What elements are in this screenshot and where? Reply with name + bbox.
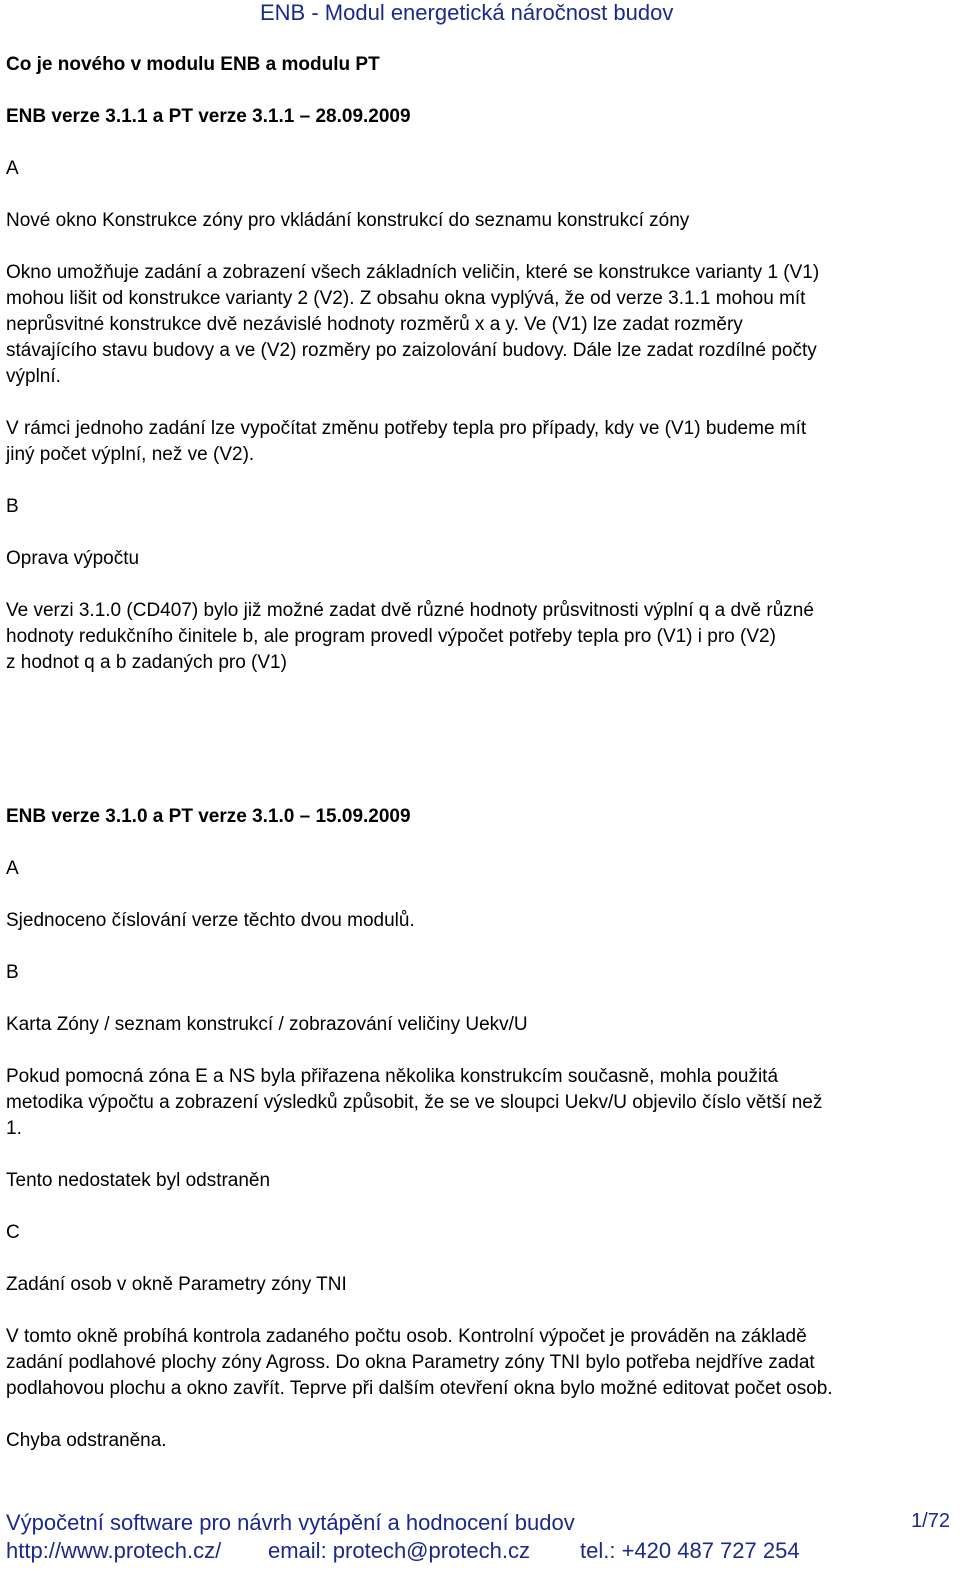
v310-section-b-label: B <box>6 962 19 983</box>
v311-b-paragraph-line: hodnoty redukčního činitele b, ale program provedl výpočet potřeby tepla pro (V1) i pro (V2) <box>6 626 776 647</box>
v311-b-paragraph-line: z hodnot q a b zadaných pro (V1) <box>6 652 287 673</box>
page-title: Co je nového v modulu ENB a modulu PT <box>6 54 380 75</box>
v310-section-c-title: Zadání osob v okně Parametry zóny TNI <box>6 1274 347 1295</box>
v311-a-paragraph1-line: výplní. <box>6 366 61 387</box>
v311-b-paragraph-line: Ve verzi 3.1.0 (CD407) bylo již možné zadat dvě různé hodnoty průsvitnosti výplní q a dvě různé <box>6 600 814 621</box>
v310-c-paragraph-line: zadání podlahové plochy zóny Agross. Do okna Parametry zóny TNI bylo potřeba nejdříve zadat <box>6 1352 815 1373</box>
v311-section-a-title: Nové okno Konstrukce zóny pro vkládání konstrukcí do seznamu konstrukcí zóny <box>6 210 690 231</box>
v311-section-a-label: A <box>6 158 19 179</box>
v310-b-paragraph-line: metodika výpočtu a zobrazení výsledků způsobit, že se ve sloupci Uekv/U objevilo číslo větší než <box>6 1092 823 1113</box>
footer-email-link[interactable]: email: protech@protech.cz <box>268 1538 531 1563</box>
v310-c-paragraph-line: podlahovou plochu a okno zavřít. Teprve při dalším otevření okna bylo možné editovat počet osob. <box>6 1378 833 1399</box>
v310-b-paragraph-line: 1. <box>6 1118 22 1139</box>
footer-contacts <box>6 1538 800 1564</box>
document-header-title: ENB - Modul energetická náročnost budov <box>260 0 674 25</box>
v311-section-b-label: B <box>6 496 19 517</box>
page-number: 1/72 <box>911 1510 950 1532</box>
v310-section-a-title: Sjednoceno číslování verze těchto dvou modulů. <box>6 910 415 931</box>
v310-b-paragraph-line: Pokud pomocná zóna E a NS byla přiřazena několika konstrukcím současně, mohla použitá <box>6 1066 779 1087</box>
v310-section-a-label: A <box>6 858 19 879</box>
footer-tagline: Výpočetní software pro návrh vytápění a hodnocení budov <box>6 1510 575 1535</box>
v311-a-paragraph1-line: mohou lišit od konstrukce varianty 2 (V2). Z obsahu okna vyplývá, že od verze 3.1.1 mohou mít <box>6 288 806 309</box>
v311-a-paragraph1-line: Okno umožňuje zadání a zobrazení všech základních veličin, které se konstrukce varianty 1 (V1) <box>6 262 820 283</box>
version-310-title: ENB verze 3.1.0 a PT verze 3.1.0 – 15.09.2009 <box>6 806 411 827</box>
footer-website-link[interactable]: http://www.protech.cz/ <box>6 1538 222 1563</box>
v311-a-paragraph1-line: neprůsvitné konstrukce dvě nezávislé hodnoty rozměrů x a y. Ve (V1) lze zadat rozměry <box>6 314 743 335</box>
v311-section-b-title: Oprava výpočtu <box>6 548 140 569</box>
footer-phone: tel.: +420 487 727 254 <box>580 1538 800 1563</box>
v310-b-conclusion: Tento nedostatek byl odstraněn <box>6 1170 271 1191</box>
v310-c-paragraph-line: V tomto okně probíhá kontrola zadaného počtu osob. Kontrolní výpočet je prováděn na základě <box>6 1326 807 1347</box>
v310-section-c-label: C <box>6 1222 20 1243</box>
v311-a-paragraph2-line: jiný počet výplní, než ve (V2). <box>6 444 255 465</box>
v311-a-paragraph1-line: stávajícího stavu budovy a ve (V2) rozměry po zaizolování budovy. Dále lze zadat rozdílné počty <box>6 340 817 361</box>
version-311-title: ENB verze 3.1.1 a PT verze 3.1.1 – 28.09.2009 <box>6 106 411 127</box>
v310-c-conclusion: Chyba odstraněna. <box>6 1430 167 1451</box>
v310-section-b-title: Karta Zóny / seznam konstrukcí / zobrazování veličiny Uekv/U <box>6 1014 528 1035</box>
v311-a-paragraph2-line: V rámci jednoho zadání lze vypočítat změnu potřeby tepla pro případy, kdy ve (V1) budeme mít <box>6 418 807 439</box>
